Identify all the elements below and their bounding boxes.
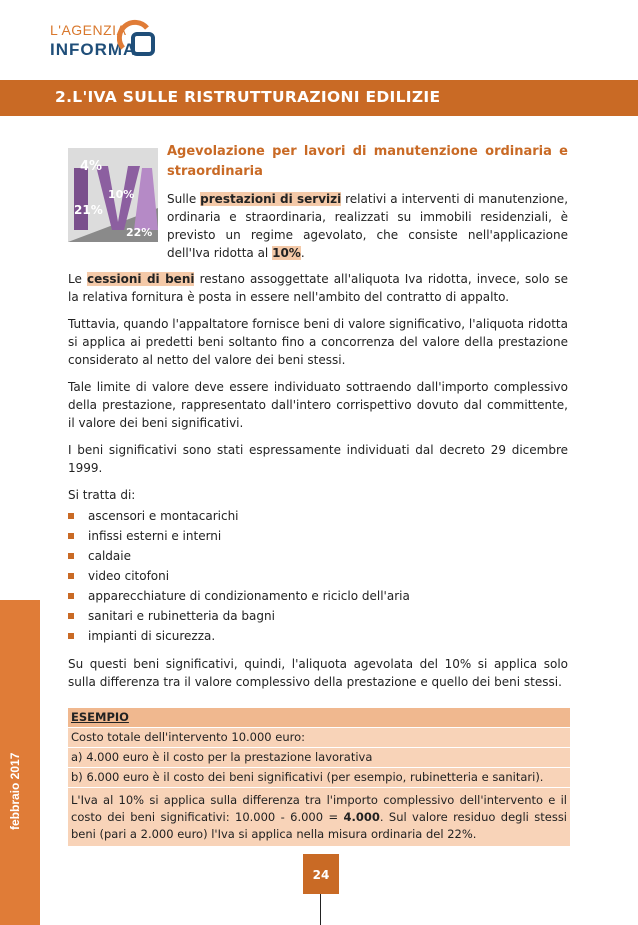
text-run: .: [300, 246, 305, 260]
bullet-icon: [68, 593, 74, 599]
text-run: Sulle: [167, 192, 201, 206]
iva-percent-image: [68, 148, 158, 242]
list-intro: Si tratta di:: [68, 488, 136, 502]
bullet-icon: [68, 513, 74, 519]
list-item-text: sanitari e rubinetteria da bagni: [88, 609, 275, 623]
label-10-percent: 10%: [108, 188, 135, 201]
list-item: [68, 546, 568, 566]
list-item-text: ascensori e montacarichi: [88, 509, 239, 523]
list-item: [68, 506, 568, 526]
list-item-text: apparecchiature di condizionamento e riciclo dell'aria: [88, 589, 410, 603]
section-title: 2.L'IVA SULLE RISTRUTTURAZIONI EDILIZIE: [55, 88, 441, 106]
list-item-text: impianti di sicurezza.: [88, 629, 216, 643]
bullet-icon: [68, 553, 74, 559]
intro-text: [167, 142, 568, 271]
list-item: [68, 626, 568, 646]
list-item: [68, 526, 568, 546]
main-content: [68, 140, 568, 700]
paragraph-limite: Tale limite di valore deve essere individuato sottraendo dall'importo complessivo della prestazione, rappresentato dall'intero corrispettivo dovuto dal committente, il valore dei beni significativi.: [68, 380, 568, 430]
section-banner: [0, 80, 638, 116]
logo-mark-icon: [117, 18, 157, 58]
example-box: [68, 708, 570, 847]
highlight-prestazioni: prestazioni di servizi: [200, 192, 342, 206]
example-heading: ESEMPIO: [68, 708, 570, 728]
list-item: [68, 586, 568, 606]
list-item: [68, 606, 568, 626]
date-label: febbraio 2017: [8, 752, 22, 830]
example-row-b: b) 6.000 euro è il costo dei beni significativi (per esempio, rubinetteria e sanitari).: [68, 768, 570, 788]
text-run: . Sul valore residuo degli stessi beni (pari a 2.000 euro) l'Iva si applica nella misura ordinaria del 22%.: [71, 810, 568, 841]
text-run: relativi a interventi di manutenzione, ordinaria e straordinaria, realizzati su immobili residenziali, è previsto un regime agevolato, che consiste nell'applicazione dell'Iva ridotta al: [167, 192, 569, 260]
page-line: [320, 894, 321, 925]
list-item-text: video citofoni: [88, 569, 170, 583]
page-number: 24: [312, 868, 330, 882]
beni-list: [68, 506, 568, 646]
example-row-a: a) 4.000 euro è il costo per la prestazione lavorativa: [68, 748, 570, 768]
logo-text-top: L'AGENZIA: [50, 22, 127, 38]
bullet-icon: [68, 573, 74, 579]
highlight-10-percent: 10%: [272, 246, 301, 260]
list-item-text: infissi esterni e interni: [88, 529, 222, 543]
label-21-percent: 21%: [74, 203, 103, 217]
bullet-icon: [68, 613, 74, 619]
logo: [50, 14, 160, 60]
list-item-text: caldaie: [88, 549, 131, 563]
page-number-box: [303, 854, 339, 894]
label-22-percent: 22%: [126, 226, 153, 239]
label-4-percent: 4%: [80, 159, 103, 174]
intro-block: [68, 140, 568, 270]
text-run: L'Iva al 10% si applica sulla differenza tra l'importo complessivo dell'intervento e il costo dei beni significativi: 10.000 - 6.000 =: [71, 793, 567, 824]
intro-paragraph: [167, 190, 568, 262]
paragraph-appaltatore: Tuttavia, quando l'appaltatore fornisce beni di valore significativo, l'aliquota ridotta si applica ai predetti beni soltanto fino a concorrenza del valore della prestazione considerato al netto del valore dei beni stessi.: [68, 317, 568, 367]
example-row-calc: [68, 788, 570, 847]
paragraph-conclusione: Su questi beni significativi, quindi, l'aliquota agevolata del 10% si applica solo sulla differenza tra il valore complessivo della prestazione e quello dei beni stessi.: [68, 657, 568, 689]
example-row-total: Costo totale dell'intervento 10.000 euro:: [68, 728, 570, 748]
highlight-4000: 4.000: [343, 810, 380, 824]
paragraph-cessioni: [68, 270, 568, 306]
bullet-icon: [68, 633, 74, 639]
list-item: [68, 566, 568, 586]
text-run: restano assoggettate all'aliquota Iva ridotta, invece, solo se la relativa fornitura è posta in essere nell'ambito del contratto di appalto.: [68, 272, 569, 304]
intro-heading: Agevolazione per lavori di manutenzione ordinaria e straordinaria: [167, 144, 568, 179]
text-run: Le: [68, 272, 87, 286]
logo-text-bottom: INFORMA: [50, 40, 137, 59]
highlight-cessioni: cessioni di beni: [86, 272, 195, 286]
bullet-icon: [68, 533, 74, 539]
paragraph-decreto: I beni significativi sono stati espressamente individuati dal decreto 29 dicembre 1999.: [68, 443, 568, 475]
